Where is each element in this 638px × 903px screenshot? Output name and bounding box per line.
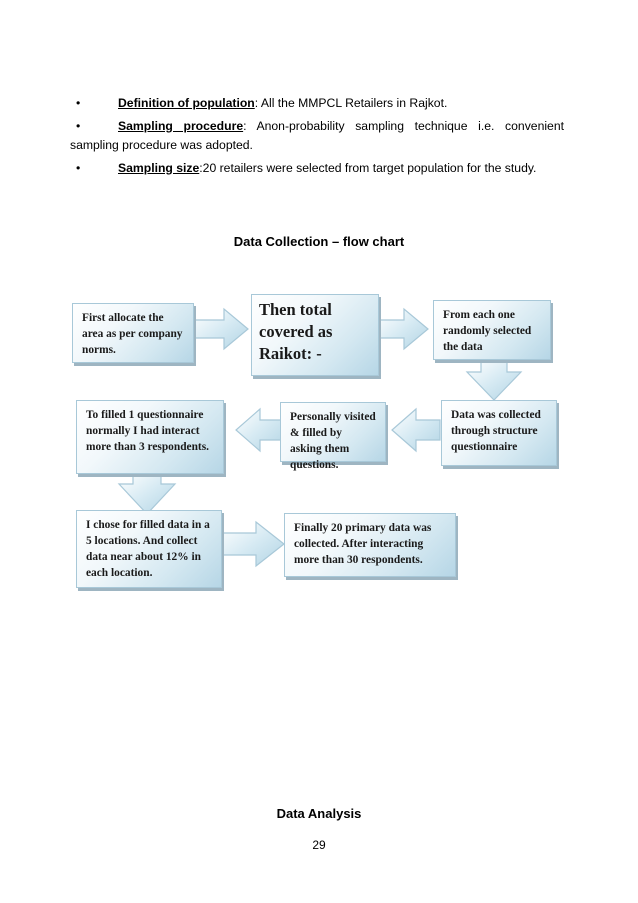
bullet-procedure-continuation: sampling procedure was adopted. bbox=[70, 138, 253, 152]
bullet-population: • Definition of population: All the MMPCL Retailers in Rajkot. bbox=[76, 96, 448, 110]
flow-box-respondents: To filled 1 questionnaire normally I had interact more than 3 respondents. bbox=[76, 400, 224, 474]
bullet-dot: • bbox=[76, 96, 81, 110]
flow-box-final-data: Finally 20 primary data was collected. After interacting more than 30 respondents. bbox=[284, 513, 456, 577]
flow-box-random-select: From each one randomly selected the data bbox=[433, 300, 551, 360]
arrow-right-2 bbox=[380, 309, 428, 349]
page-number: 29 bbox=[312, 838, 326, 852]
bullet-size: • Sampling size:20 retailers were selected from target population for the study. bbox=[76, 161, 537, 175]
flow-box-allocate-area: First allocate the area as per company norms. bbox=[72, 303, 194, 363]
bullet-text: 20 retailers were selected from target population for the study. bbox=[202, 161, 537, 175]
arrow-left-2 bbox=[236, 409, 284, 451]
arrow-down-1 bbox=[467, 362, 521, 400]
bullet-term: Sampling procedure bbox=[118, 119, 244, 133]
arrow-left-1 bbox=[392, 409, 440, 451]
flow-box-total-covered: Then total covered as Raikot: - bbox=[251, 294, 379, 376]
bullet-text: All the MMPCL Retailers in Rajkot. bbox=[260, 96, 448, 110]
flow-box-questionnaire: Data was collected through structure questionnaire bbox=[441, 400, 557, 466]
flow-box-locations: I chose for filled data in a 5 locations. And collect data near about 12% in each location. bbox=[76, 510, 222, 588]
bullet-procedure: • Sampling procedure: Anon-probability sampling technique i.e. convenient bbox=[76, 119, 564, 133]
bullet-text: Anon-probability sampling technique i.e. convenient bbox=[256, 119, 564, 133]
bullet-dot: • bbox=[76, 161, 81, 175]
flow-chart-title: Data Collection – flow chart bbox=[233, 234, 405, 249]
bullet-dot: • bbox=[76, 119, 81, 133]
arrow-right-1 bbox=[195, 309, 248, 349]
arrow-right-3 bbox=[223, 522, 284, 566]
arrow-down-2 bbox=[119, 474, 175, 514]
data-analysis-heading: Data Analysis bbox=[276, 806, 362, 821]
bullet-term: Definition of population bbox=[118, 96, 255, 110]
flow-box-personal-visit: Personally visited & filled by asking them questions. bbox=[280, 402, 386, 462]
bullet-term: Sampling size bbox=[118, 161, 200, 175]
